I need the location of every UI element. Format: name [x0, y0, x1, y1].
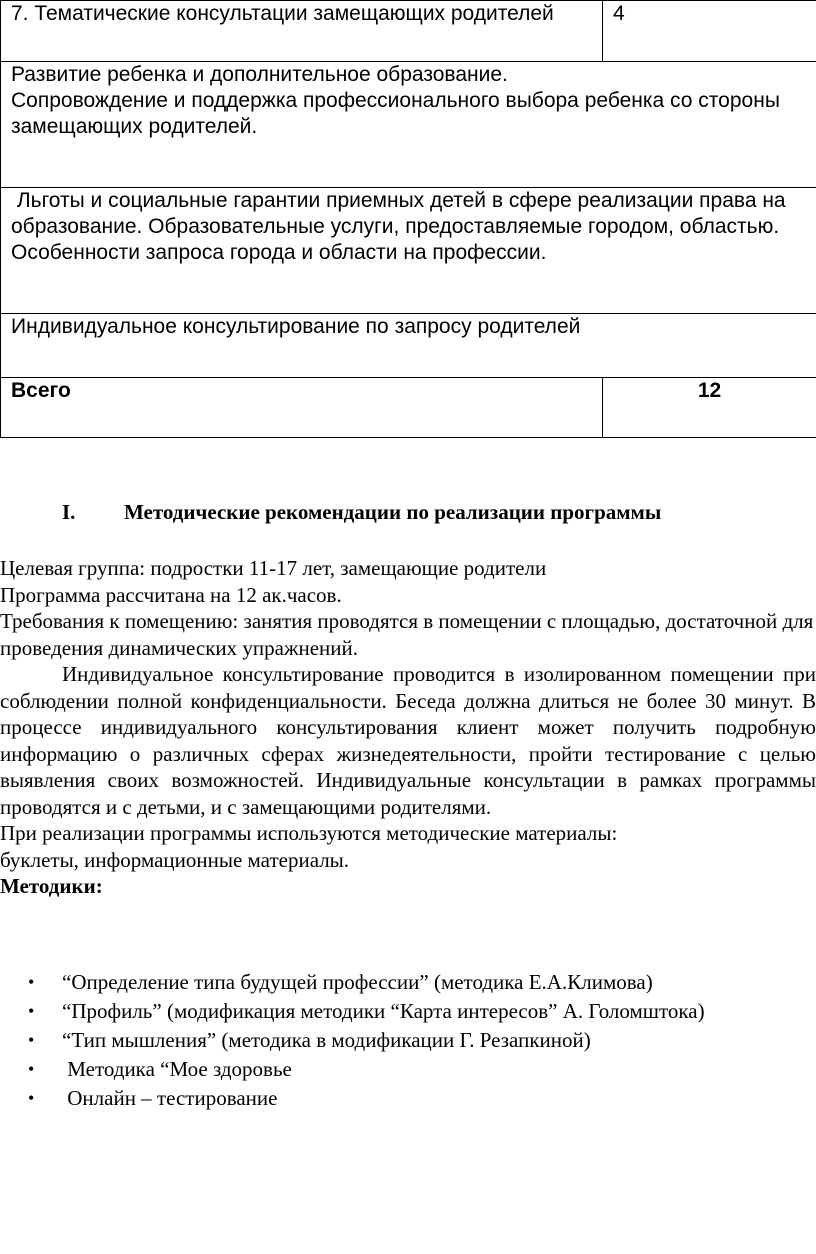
topic-cell: [1, 62, 816, 188]
total-label-cell: Всего: [1, 378, 603, 438]
section-number: I.: [62, 500, 76, 524]
table-row: [1, 188, 816, 314]
list-item: [0, 968, 816, 997]
table-total-row: [1, 378, 816, 438]
list-item: [0, 1026, 816, 1055]
bullet-icon: •: [28, 972, 35, 992]
list-item: [0, 1055, 816, 1084]
topic-cell: Льготы и социальные гарантии приемных детей в сфере реализации права на образование. Образовательные услуги, предоставляемые городом, областью. Особенности запроса города и области на профессии.: [1, 188, 816, 314]
list-item: [0, 1084, 816, 1113]
table-row: [1, 62, 816, 188]
method-text: Методика “Мое здоровье: [62, 1057, 292, 1081]
hours-text: Программа рассчитана на 12 ак.часов.: [0, 582, 342, 607]
section-body: [0, 555, 816, 900]
topic-cell: 7. Тематические консультации замещающих родителей: [1, 1, 603, 62]
materials-list-text: буклеты, информационные материалы.: [0, 847, 350, 872]
method-text: “Тип мышления” (методика в модификации Г. Резапкиной): [62, 1028, 591, 1052]
method-text: “Определение типа будущей профессии” (методика Е.А.Климова): [62, 970, 653, 994]
method-text: “Профиль” (модификация методики “Карта интересов” А. Голомштока): [62, 999, 705, 1023]
materials-text: При реализации программы используются методические материалы:: [0, 821, 618, 845]
methods-list: [0, 968, 816, 1113]
bullet-icon: •: [28, 1088, 35, 1108]
method-text: Онлайн – тестирование: [62, 1086, 278, 1110]
hours-cell: 4: [603, 1, 816, 62]
topic-cell: Индивидуальное консультирование по запросу родителей: [1, 314, 816, 378]
total-value-cell: 12: [603, 378, 816, 438]
bullet-icon: •: [28, 1059, 35, 1079]
individual-consulting-text: Индивидуальное консультирование проводится в изолированном помещении при соблюдении полной конфиденциальности. Беседа должна длиться не более 30 минут. В процессе индивидуального консультирования клиент может получить подробную информацию о различных сферах жизнедеятельности, пройти тестирование с целью выявления своих возможностей. Индивидуальные консультации в рамках программы проводятся и с детьми, и с замещающими родителями.: [0, 662, 816, 819]
bullet-icon: •: [28, 1030, 35, 1050]
room-requirements-text: Требования к помещению: занятия проводятся в помещении с площадью, достаточной для проведения динамических упражнений.: [0, 609, 814, 660]
bullet-icon: •: [28, 1001, 35, 1021]
program-plan-table: [0, 0, 816, 438]
table-row: [1, 314, 816, 378]
methods-heading: Методики:: [0, 874, 103, 898]
target-group-text: Целевая группа: подростки 11-17 лет, замещающие родители: [0, 556, 547, 580]
section-title: Методические рекомендации по реализации программы: [124, 500, 662, 524]
list-item: [0, 997, 816, 1026]
table-row: [1, 1, 816, 62]
topic-text: Развитие ребенка и дополнительное образование. Сопровождение и поддержка профессионального выбора ребенка со стороны замещающих родителей.: [11, 63, 780, 138]
